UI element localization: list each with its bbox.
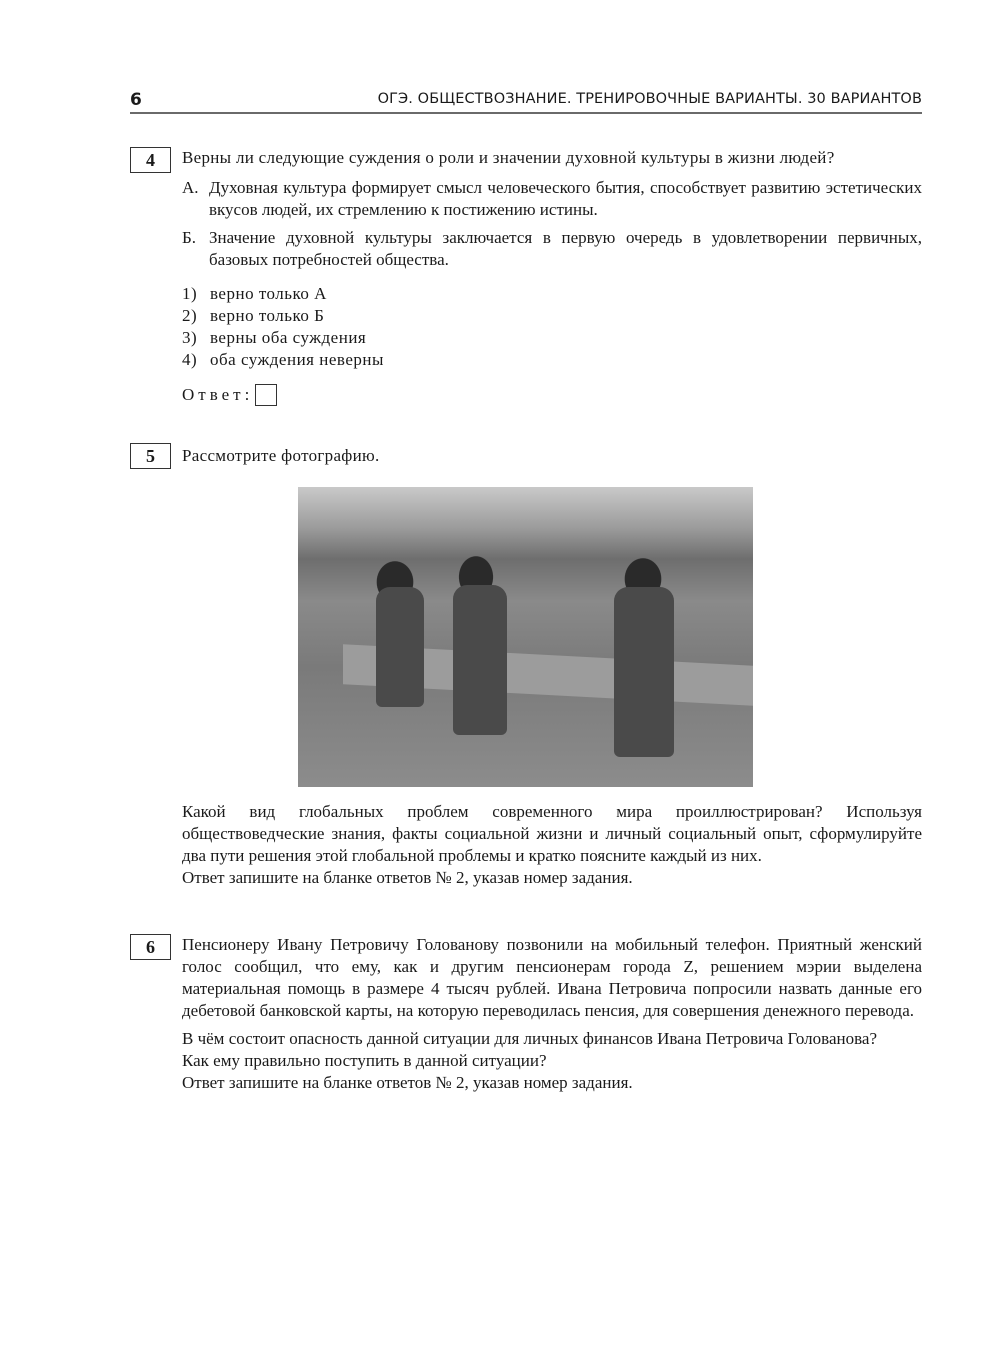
option-text: оба суждения неверны	[210, 350, 384, 369]
answer-options	[182, 283, 922, 371]
task-number-badge: 5	[130, 443, 171, 469]
statement-label: Б.	[182, 228, 197, 247]
task-question: Как ему правильно поступить в данной ситуации?	[182, 1051, 547, 1070]
task-instruction: Ответ запишите на бланке ответов № 2, указав номер задания.	[182, 1073, 633, 1092]
task-instruction: Ответ запишите на бланке ответов № 2, указав номер задания.	[182, 868, 633, 887]
task-4	[130, 147, 922, 407]
task-6	[130, 934, 922, 1094]
statement-text: Значение духовной культуры заключается в первую очередь в удовлетворении первичных, базовых потребностей общества.	[209, 228, 922, 269]
answer-label: Ответ:	[182, 385, 254, 404]
task-question: Какой вид глобальных проблем современного мира проиллюстрирован? Используя обществоведческие знания, факты социальной жизни и личный социальный опыт, сформулируйте два пути решения этой глобальной проблемы и кратко поясните каждый из них.	[182, 802, 922, 865]
task-intro: Рассмотрите фотографию.	[182, 446, 380, 465]
task-number-badge: 4	[130, 147, 171, 173]
option-number: 4)	[182, 350, 198, 369]
option-2	[182, 305, 922, 327]
child-figure	[376, 587, 424, 707]
page-number: 6	[130, 90, 142, 110]
task-question: В чём состоит опасность данной ситуации для личных финансов Ивана Петровича Голованова?	[182, 1029, 877, 1048]
option-4	[182, 349, 922, 371]
page-header	[130, 88, 922, 114]
option-number: 1)	[182, 284, 198, 303]
option-number: 3)	[182, 328, 198, 347]
option-number: 2)	[182, 306, 198, 325]
task-situation: Пенсионеру Ивану Петровичу Голованову позвонили на мобильный телефон. Приятный женский голос сообщил, что ему, как и другим пенсионерам города Z, решением мэрии выделена материальная помощь в размере 4 тысяч рублей. Ивана Петровича попросили назвать данные его дебетовой банковской карты, на которую переводилась пенсия, для совершения денежного перевода.	[182, 935, 922, 1020]
option-3	[182, 327, 922, 349]
child-figure	[614, 587, 674, 757]
option-text: верны оба суждения	[210, 328, 367, 347]
statement-b	[182, 227, 922, 271]
option-1	[182, 283, 922, 305]
child-figure	[453, 585, 507, 735]
statement-text: Духовная культура формирует смысл человеческого бытия, способствует развитию эстетических вкусов людей, их стремлению к постижению истины.	[209, 178, 922, 219]
answer-row	[182, 383, 922, 407]
task-question: Верны ли следующие суждения о роли и значении духовной культуры в жизни людей?	[182, 148, 835, 167]
option-text: верно только Б	[210, 306, 325, 325]
statement-label: А.	[182, 178, 199, 197]
task-5-question	[130, 801, 922, 889]
children-photo	[298, 487, 753, 787]
option-text: верно только А	[210, 284, 327, 303]
task-5	[130, 443, 922, 467]
running-title: ОГЭ. ОБЩЕСТВОЗНАНИЕ. ТРЕНИРОВОЧНЫЕ ВАРИАНТЫ. 30 ВАРИАНТОВ	[377, 91, 922, 107]
answer-box[interactable]	[255, 384, 277, 406]
statement-a	[182, 177, 922, 221]
task-number-badge: 6	[130, 934, 171, 960]
